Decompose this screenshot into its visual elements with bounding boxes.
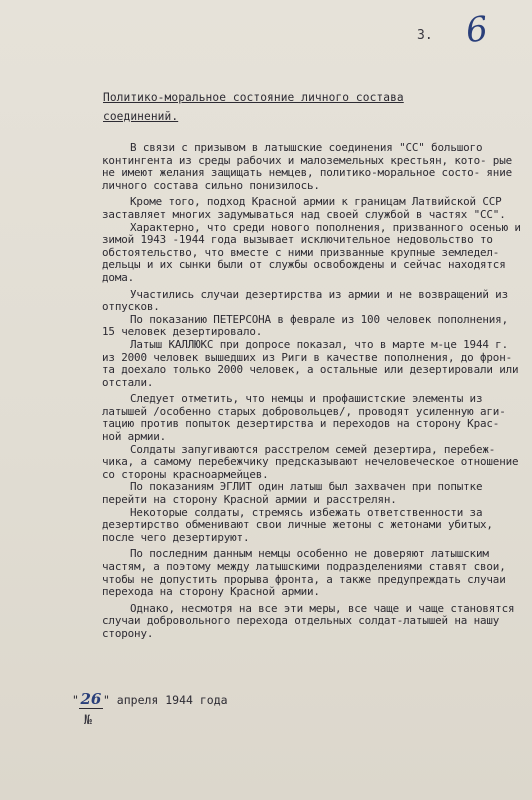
paragraph-5: По показанию ПЕТЕРСОНА в феврале из 100 человек пополнения, 15 человек дезертировало. [102,312,508,339]
paragraph-9: По показаниям ЭГЛИТ один латыш был захвачен при попытке перейти на сторону Красной армии и расстрелян. [102,480,483,507]
handwritten-page-number: 6 [463,8,490,52]
paragraph-2: Кроме того, подход Красной армии к границам Латвийской ССР заставляет многих задумываться над своей службой в частях "СС". [102,195,506,221]
paragraph-4: Участились случаи дезертирства из армии и не возвращений из отпусков. [102,287,508,314]
page-number: 3. [417,28,433,43]
document-date: " 26 " апреля 1944 года [72,690,228,708]
paragraph-6: Латыш КАЛЛЮКС при допросе показал, что в марте м-це 1944 г. из 2000 человек вышедших из Риги в качестве пополнения, до фрон- та доехало только 2000 человек, а остальные или дезертировали или отстали. [102,337,519,389]
paragraph-3: Характерно, что среди нового пополнения, призванного осенью и зимой 1943 -1944 года вызывает исключительное недовольство то обстоятельство, что вместе с ними призванные крупные земледел- дельцы и их сынки были от службы освобождены и сейчас находятся дома. [102,220,521,284]
number-sign: № [84,713,92,728]
paragraph-11: По последним данным немцы особенно не доверяют латышским частям, а поэтому между латышскими подразделениями ставят свои, чтобы не допустить прорыва фронта, а также предупреждать случаи перехода на сторону Красной армии. [102,547,506,599]
document-body [102,142,522,641]
paragraph-1: В связи с призывом в латышские соединения "СС" большого контингента из среды рабочих и малоземельных крестьян, кото- рые не имеют желания защищать немцев, политико-моральное состо- яние личного состава сильно понизилось. [102,141,513,192]
document-title: Политико-моральное состояние личного состава соединений. [103,91,404,123]
date-day: 26 [80,690,102,708]
paragraph-12: Однако, несмотря на все эти меры, все чаще и чаще становятся случаи добровольного перехода отдельных солдат-латышей на нашу сторону. [102,601,515,640]
paragraph-10: Некоторые солдаты, стремясь избежать ответственности за дезертирство обменивают свои личные жетоны с жетонами убитых, после чего дезертируют. [102,505,493,544]
paragraph-7: Следует отметить, что немцы и профашистские элементы из латышей /особенно старых добровольцев/, проводят усиленную аги- тацию против попыток дезертирства и переходов на сторону Крас- ной армии. [102,392,506,444]
paragraph-8: Солдаты запугиваются расстрелом семей дезертира, перебеж- чика, а самому перебежчику предсказывают нечеловеческое отношение со стороны красноармейцев. [102,442,519,481]
date-month-year: апреля 1944 года [116,693,228,707]
